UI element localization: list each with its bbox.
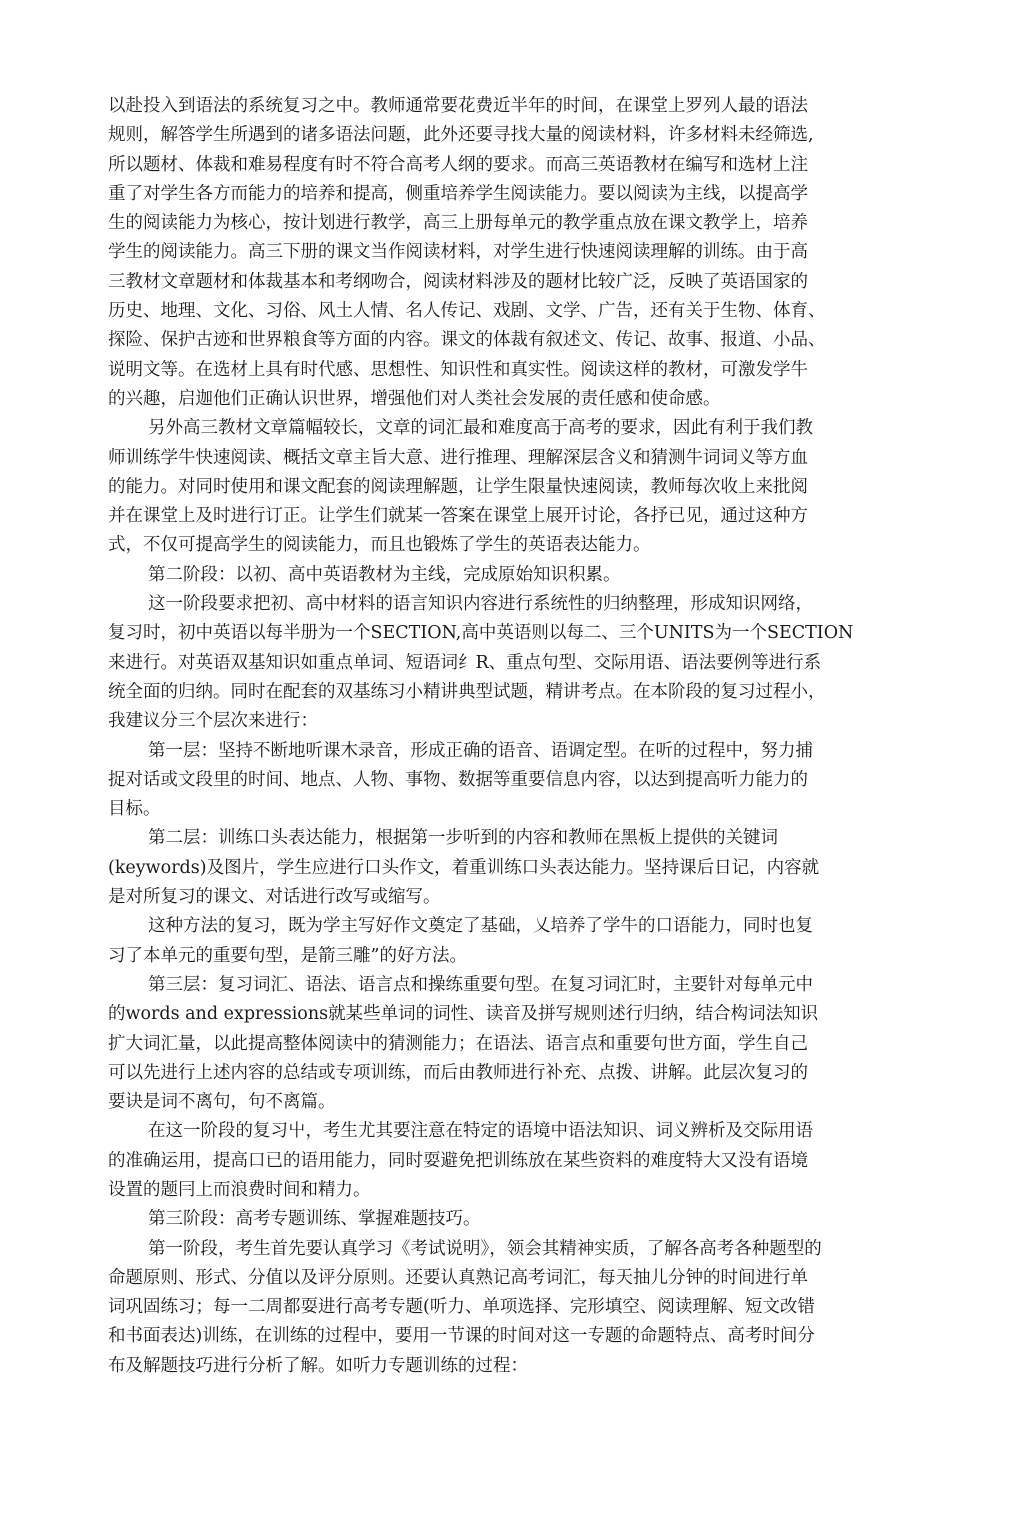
text-line: 捉对话或文段里的时间、地点、人物、事物、数据等重要信息内容，以达到提高听力能力的 bbox=[108, 769, 808, 790]
text-line: 所以题材、体裁和难易程度有时不符合高考人纲的要求。而高三英语教材在编写和选材上注 bbox=[108, 154, 808, 175]
text-line: 可以先进行上述内容的总结或专项训练，而后由教师进行补充、点拨、讲解。此层次复习的 bbox=[108, 1062, 808, 1083]
text-line: 历史、地理、文化、习俗、风土人情、名人传记、戏剧、文学、广告，还有关于生物、体育、 bbox=[108, 301, 826, 322]
text-line: 扩大词汇量，以此提高整体阅读中的猜测能力；在语法、语言点和重要句世方面，学生自己 bbox=[108, 1033, 808, 1054]
text-line: 重了对学生各方而能力的培养和提高，侧重培养学生阅读能力。要以阅读为主线，以提高学 bbox=[108, 183, 808, 204]
text-line: 学生的阅读能力。高三下册的课文当作阅读材料，对学生进行快速阅读理解的训练。由于高 bbox=[108, 242, 808, 263]
text-line: 第一阶段，考生首先要认真学习《考试说明》，领会其精神实质，了解各高考各种题型的 bbox=[148, 1238, 822, 1259]
text-line: 和书面表达)训练，在训练的过程中，要用一节课的时间对这一专题的命题特点、高考时间分 bbox=[108, 1326, 815, 1347]
text-line: 的兴趣，启迦他们正确认识世界，增强他们对人类社会发展的责任感和使命感。 bbox=[108, 388, 721, 409]
text-line: 是对所复习的课文、对话进行改写或缩写。 bbox=[108, 887, 441, 908]
text-line: 以赴投入到语法的系统复习之中。教师通常要花费近半年的时间，在课堂上罗列人最的语法 bbox=[108, 96, 808, 116]
text-line: (keywords)及图片，学生应进行口头作文，着重训练口头表达能力。坚持课后日记，内容就 bbox=[108, 857, 820, 878]
text-line: 设置的题冃上而浪费时间和精力。 bbox=[108, 1179, 371, 1200]
text-line: 在这一阶段的复习屮，考生尤其要注意在特定的语境中语法知识、词义辨析及交际用语 bbox=[148, 1121, 813, 1142]
text-line: 式，不仅可提高学生的阅读能力，而且也锻炼了学生的英语表达能力。 bbox=[108, 535, 651, 556]
text-line: 第一层：坚持不断地听课木录音，形成正确的语音、语调定型。在听的过程中，努力捕 bbox=[148, 740, 813, 761]
text-line: 统全面的归纳。同时在配套的双基练习小精讲典型试题，精讲考点。在本阶段的复习过程小， bbox=[108, 681, 826, 702]
text-line: 并在课堂上及时进行订正。让学生们就某一答案在课堂上展开讨论，各抒已见，通过这种方 bbox=[108, 506, 808, 527]
text-line: 第三层：复习词汇、语法、语言点和操练重要句型。在复习词汇时，主要针对每单元中 bbox=[148, 974, 813, 995]
text-line: 来进行。对英语双基知识如重点单词、短语词纟R、重点句型、交际用语、语法要例等进行系 bbox=[108, 652, 822, 673]
text-line: 词巩固练习；每一二周都耍进行高考专题(听力、单项选择、完形填空、阅读理解、短文改错 bbox=[108, 1297, 815, 1318]
text-line: 第二层：训练口头表达能力，根据第一步听到的内容和教师在黑板上提供的关键词 bbox=[148, 828, 778, 849]
document-page bbox=[108, 92, 923, 1381]
text-line: 说明文等。在选材上具有时代感、思想性、知识性和真实性。阅读这样的教材，可激发学牛 bbox=[108, 359, 808, 380]
text-line: 命题原则、形式、分值以及评分原则。还要认真熟记高考词汇，每天抽儿分钟的时间进行单 bbox=[108, 1267, 808, 1288]
text-line: 我建议分三个层次来进行： bbox=[108, 711, 318, 732]
text-line: 复习时，初中英语以每半册为一个SECTION,高中英语则以每二、三个UNITS为一个SECTION bbox=[108, 623, 854, 644]
text-line: 的能力。对同时使用和课文配套的阅读理解题，让学生限量快速阅读，教师每次收上来批阅 bbox=[108, 476, 808, 497]
text-line: 目标。 bbox=[108, 799, 161, 820]
text-line: 习了本单元的重要句型，是箭三雕”的好方法。 bbox=[108, 945, 467, 966]
text-line: 另外高三教材文章篇幅较长，文章的词汇最和难度高于高考的要求，因此有利于我们教 bbox=[148, 418, 813, 439]
text-line: 这种方法的复习，既为学主写好作文奠定了基础，乂培养了学牛的口语能力，同时也复 bbox=[148, 916, 813, 937]
text-line: 三教材文章题材和体裁基本和考纲吻合，阅读材料涉及的题材比较广泛，反映了英语国家的 bbox=[108, 271, 808, 292]
text-line: 生的阅读能力为核心，按计划进行教学，高三上册每单元的教学重点放在课文教学上，培养 bbox=[108, 213, 808, 234]
text-line: 要诀是词不离句，句不离篇。 bbox=[108, 1092, 336, 1113]
text-line: 第三阶段：高考专题训练、掌握难题技巧。 bbox=[148, 1209, 481, 1230]
text-line: 师训练学牛快速阅读、概括文章主旨大意、进行推理、理解深层含义和猜测牛词词义等方血 bbox=[108, 447, 808, 468]
text-line: 规则，解答学生所遇到的诸多语法问题，此外还要寻找大量的阅读材料，许多材料未经筛选, bbox=[108, 125, 814, 146]
text-line: 这一阶段要求把初、高中材料的语言知识内容进行系统性的归纳整理，形成知识网络， bbox=[148, 594, 813, 615]
text-line: 的words and expressions就某些单词的词性、读音及拼写规则述行归纳，结合构词法知识 bbox=[108, 1004, 819, 1025]
text-line: 布及解题技巧进行分析了解。如听力专题训练的过程： bbox=[108, 1355, 528, 1376]
text-line: 探险、保护古迹和世界粮食等方面的内容。课文的体裁有叙述文、传记、故事、报道、小品、 bbox=[108, 330, 826, 351]
text-line: 的准确运用，提高口已的语用能力，同时耍避免把训练放在某些资料的难度特大又没有语境 bbox=[108, 1150, 808, 1171]
text-line: 第二阶段：以初、高中英语教材为主线，完成原始知识积累。 bbox=[148, 564, 621, 585]
